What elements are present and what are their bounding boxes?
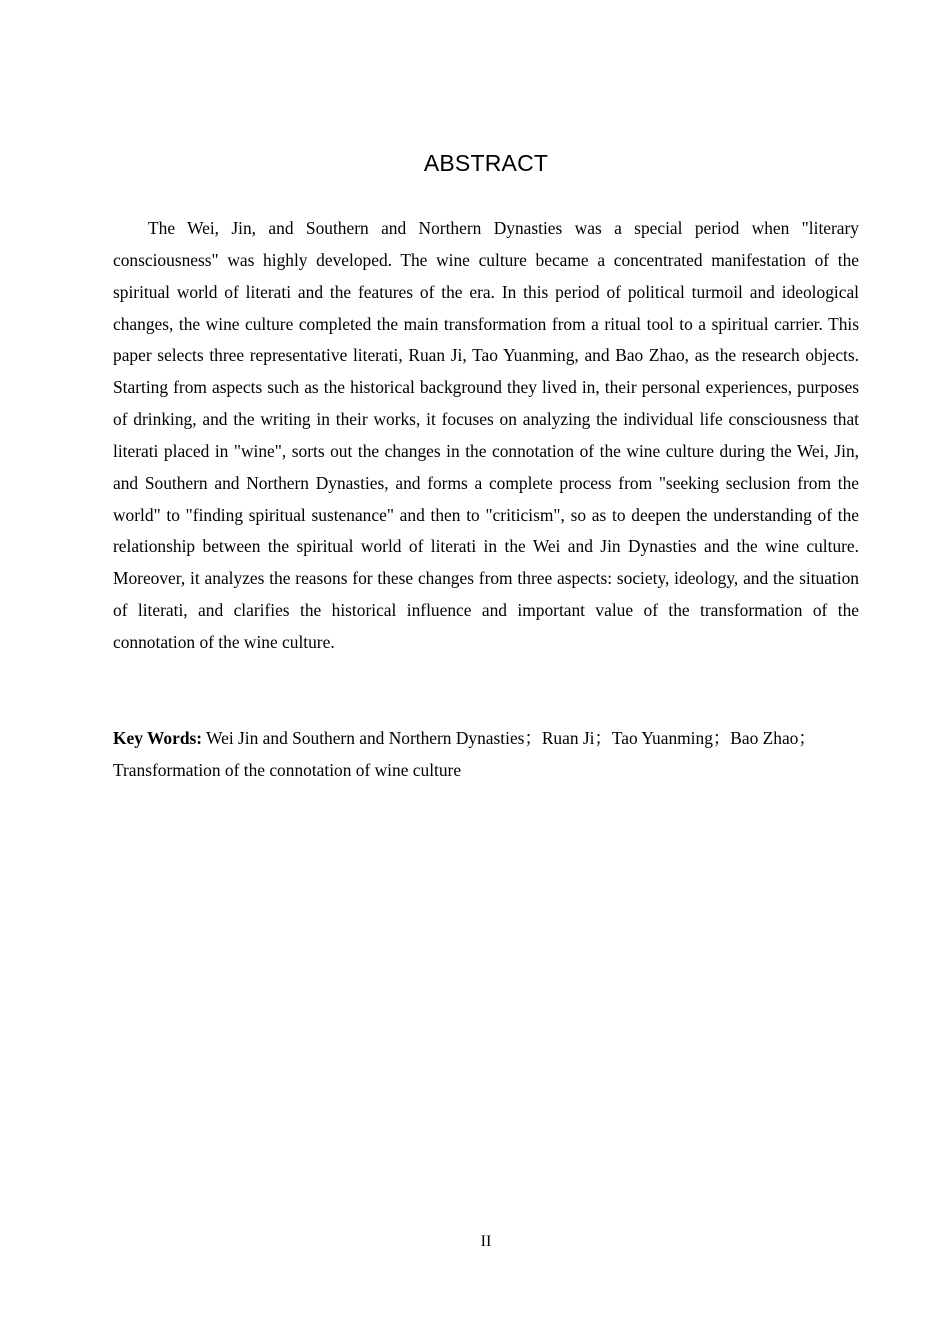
keywords-label: Key Words: [113,728,203,748]
page-number: II [480,1233,492,1250]
keywords-paragraph [113,723,859,787]
keywords-list: Wei Jin and Southern and Northern Dynasties；Ruan Ji；Tao Yuanming；Bao Zhao；Transformation of the connotation of wine culture [113,728,816,780]
page-title: ABSTRACT [423,150,549,176]
abstract-paragraph: The Wei, Jin, and Southern and Northern Dynasties was a special period when "literary consciousness" was highly developed. The wine culture became a concentrated manifestation of the spiritual world of literati and the features of the era. In this period of political turmoil and ideological changes, the wine culture completed the main transformation from a ritual tool to a spiritual carrier. This paper selects three representative literati, Ruan Ji, Tao Yuanming, and Bao Zhao, as the research objects. Starting from aspects such as the historical background they lived in, their personal experiences, purposes of drinking, and the writing in their works, it focuses on analyzing the individual life consciousness that literati placed in "wine", sorts out the changes in the connotation of the wine culture during the Wei, Jin, and Southern and Northern Dynasties, and forms a complete process from "seeking seclusion from the world" to "finding spiritual sustenance" and then to "criticism", so as to deepen the understanding of the relationship between the spiritual world of literati in the Wei and Jin Dynasties and the wine culture. Moreover, it analyzes the reasons for these changes from three aspects: society, ideology, and the situation of literati, and clarifies the historical influence and important value of the transformation of the connotation of the wine culture. [113,218,859,652]
